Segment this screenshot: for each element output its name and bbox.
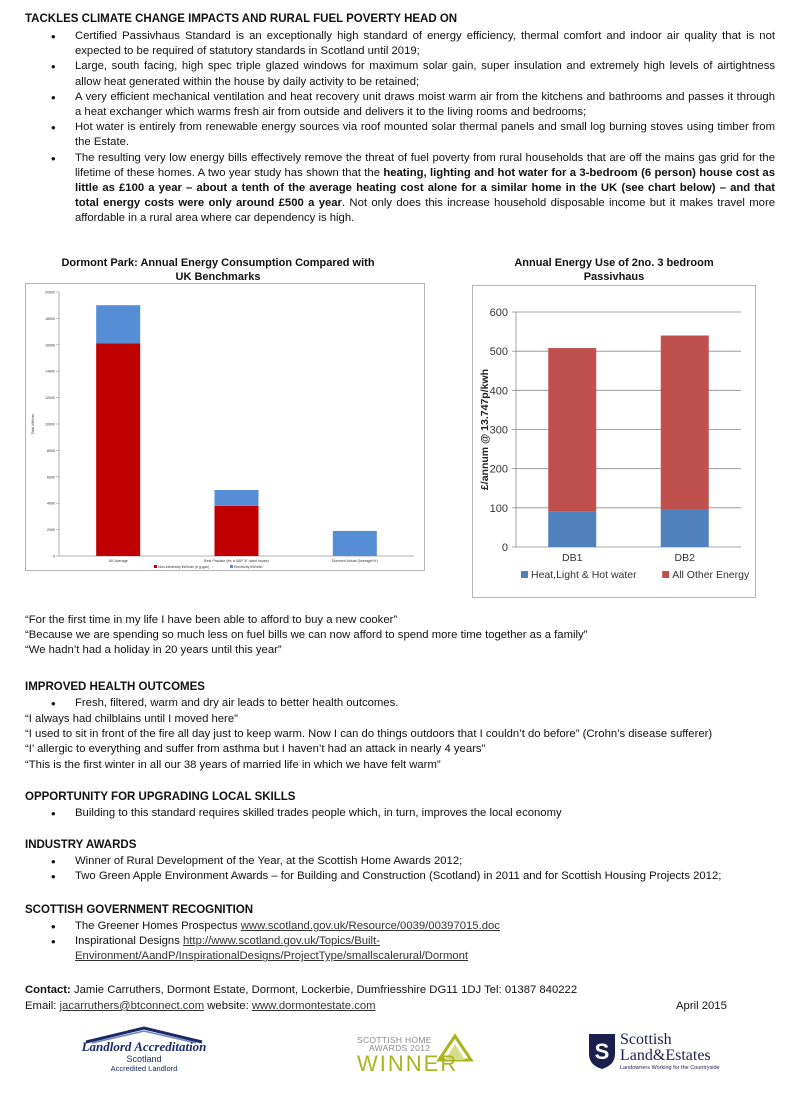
bullet5-part1: The resulting very low energy bills effectively remove the threat of fuel poverty from rural households that are off the mains gas grid for the lifetime of these homes. A two year study has shown that the [75, 151, 775, 179]
list-item: • A very efficient mechanical ventilation and heat recovery unit draws moist warm air from the kitchens and bathrooms and passes it through a heat exchanger which warms fresh air from outside and delivers it to the living rooms and bedrooms; [0, 90, 775, 120]
chart2-bar-all-other-energy [661, 336, 709, 510]
chart2-bar-heat-light-hot-water [548, 512, 596, 547]
landlord-logo-line2: Scotland [126, 1054, 162, 1064]
email-link[interactable]: jacarruthers@btconnect.com [59, 1000, 205, 1012]
chart2-y-tick-label: 300 [489, 424, 508, 437]
chart1-legend-label: Non-electricity kWh/an (e.g.gas) [158, 565, 210, 569]
list-item [0, 151, 775, 227]
chart1-bar-non-electricity [96, 343, 140, 556]
greener-homes-link[interactable]: www.scotland.gov.uk/Resource/0039/00397015.doc [240, 920, 500, 932]
chart1-svg [26, 284, 424, 570]
chart1-legend-swatch [154, 565, 157, 568]
chart2-svg [473, 286, 755, 597]
bullet5-bold: heating, lighting and hot water for a 3-bedroom (6 person) house cost as little as £100 a year – about a tenth of the average heating cost alone for a similar home in the UK (see chart below) – and that total energy costs were only around £500 a year [75, 166, 775, 210]
award-logo-line2: AWARDS 2012 [369, 1043, 431, 1053]
chart2-x-tick-label: DB2 [674, 552, 695, 564]
climate-bullet-list [0, 29, 775, 227]
chart2-y-axis-label: £/annum @ 13.747p/kwh [479, 368, 491, 491]
chart2-y-tick-label: 600 [489, 307, 508, 319]
chart1-y-tick-label: 8000 [47, 448, 55, 453]
chart2-y-tick-label: 500 [489, 346, 508, 359]
sle-logo-line2: Land&Estates [620, 1047, 711, 1064]
chart2-y-tick-label: 0 [501, 542, 508, 554]
chart2-legend-swatch [521, 571, 528, 578]
section-heading-govt: SCOTTISH GOVERNMENT RECOGNITION [25, 904, 254, 916]
chart1-bar-electricity [333, 531, 377, 556]
chart1-title: Dormont Park: Annual Energy Consumption Compared with UK Benchmarks [61, 257, 375, 283]
chart1-frame [25, 283, 425, 571]
chart1-x-tick-label: Dormont Actual (Average/Yr) [331, 559, 378, 563]
chart1-legend-label: Electricity kWh/an [234, 565, 263, 569]
chart1-y-tick-label: 12000 [45, 396, 55, 401]
quote-line: “Because we are spending so much less on fuel bills we can now afford to spend more time together as a family” [25, 629, 588, 642]
chart1-y-tick-label: 2000 [47, 528, 55, 533]
award-logo-line3: WINNER [357, 1051, 459, 1076]
chart1-x-tick-label: Best Practice (for a SAP 'A' rated house) [204, 559, 269, 563]
chart2-bar-heat-light-hot-water [661, 509, 709, 547]
quote-line: “I always had chilblains until I moved here” [25, 713, 238, 725]
chart2-y-tick-label: 200 [489, 463, 508, 476]
contact-label: Contact: [25, 984, 71, 996]
chart2-y-tick-label: 100 [489, 502, 508, 515]
contact-text: Jamie Carruthers, Dormont Estate, Dormont, Lockerbie, Dumfriesshire DG11 1DJ Tel: 01387 840222 [70, 984, 578, 996]
list-item: • Fresh, filtered, warm and dry air leads to better health outcomes. [0, 696, 775, 711]
sle-logo-line3: Landowners Working for the Countryside [620, 1065, 720, 1071]
inspirational-designs-link[interactable]: http://www.scotland.gov.uk/Topics/Built- [183, 935, 380, 948]
quote-line: “This is the first winter in all our 38 years of married life in which we have felt warm” [25, 758, 441, 771]
govt-bullet-list [0, 919, 775, 965]
svg-text:S: S [594, 1039, 610, 1064]
section-heading-skills: OPPORTUNITY FOR UPGRADING LOCAL SKILLS [25, 791, 296, 803]
chart1-y-tick-label: 6000 [47, 475, 55, 480]
health-bullet-list [0, 696, 775, 711]
email-line [25, 999, 376, 1014]
chart1-x-tick-label: UK Average [108, 559, 128, 563]
sle-logo-line1: Scottish [620, 1031, 672, 1048]
sle-emblem-icon [587, 1032, 617, 1070]
chart2-y-tick-label: 400 [489, 385, 508, 398]
list-item [0, 919, 775, 934]
list-item: • Winner of Rural Development of the Year, at the Scottish Home Awards 2012; [0, 854, 775, 869]
section-heading-climate: TACKLES CLIMATE CHANGE IMPACTS AND RURAL FUEL POVERTY HEAD ON [25, 13, 458, 25]
email-label: Email: [25, 1000, 60, 1012]
chart1-bar-non-electricity [215, 506, 259, 556]
chart2-legend-swatch [662, 571, 669, 578]
chart1-y-tick-label: 10000 [45, 422, 55, 427]
chart2-legend-label: All Other Energy [672, 569, 750, 581]
chart2-legend-label: Heat,Light & Hot water [531, 569, 637, 581]
govt-item1-text: The Greener Homes Prospectus [75, 920, 241, 932]
chart1-y-tick-label: 16000 [45, 343, 55, 348]
bullet5-part2: . Not only does this increase household disposable income but it makes travel more affordable in a rural area where car dependency is high. [75, 197, 775, 225]
landlord-accreditation-logo [80, 1026, 208, 1076]
award-logo-line1: SCOTTISH HOME [357, 1035, 432, 1045]
section-heading-health: IMPROVED HEALTH OUTCOMES [25, 681, 205, 693]
awards-bullet-list [0, 854, 775, 884]
scottish-home-awards-logo [355, 1030, 480, 1076]
landlord-logo-line1: Landlord Accreditation [81, 1039, 207, 1054]
quote-line: “I’ allergic to everything and suffer from asthma but I haven’t had an attack in nearly 4 years” [25, 743, 486, 756]
quote-line: “I used to sit in front of the fire all day just to keep warm. Now I can do things outdoors that I couldn’t do before” (Crohn’s disease sufferer) [25, 728, 713, 741]
list-item: • Two Green Apple Environment Awards – for Building and Construction (Scotland) in 2011 and for Scottish Housing Projects 2012; [0, 869, 775, 884]
chart1-y-axis-label: Total kWh/an [31, 413, 35, 435]
chart1-y-tick-label: 14000 [45, 369, 55, 374]
chart1-bar-electricity [96, 305, 140, 343]
chart1-bar-electricity [215, 490, 259, 506]
website-label: website: [204, 1000, 252, 1012]
document-date: April 2015 [676, 1000, 727, 1012]
list-item: • Certified Passivhaus Standard is an exceptionally high standard of energy efficiency, thermal comfort and indoor air quality that is not expected to be required of statutory standards in Scotland until 2019; [0, 29, 775, 59]
landlord-logo-line3: Accredited Landlord [110, 1064, 178, 1073]
chart2-title: Annual Energy Use of 2no. 3 bedroom Passivhaus [514, 257, 714, 283]
list-item: • Hot water is entirely from renewable energy sources via roof mounted solar thermal panels and small log burning stoves using timber from the Estate. [0, 120, 775, 150]
skills-bullet-list [0, 806, 775, 821]
list-item: • Large, south facing, high spec triple glazed windows for maximum solar gain, super insulation and extremely high levels of airtightness allow heat generated within the house by daily activity to be retained; [0, 59, 775, 89]
chart2-bar-all-other-energy [548, 348, 596, 512]
chart1-y-tick-label: 20000 [45, 290, 55, 295]
list-item [0, 934, 775, 964]
contact-line [25, 983, 577, 998]
list-item: • Building to this standard requires skilled trades people which, in turn, improves the local economy [0, 806, 775, 821]
govt-item2-text: Inspirational Designs [75, 935, 184, 948]
scottish-land-estates-logo [587, 1032, 747, 1076]
chart1-legend-swatch [230, 565, 233, 568]
chart1-y-tick-label: 4000 [47, 501, 55, 506]
chart1-y-tick-label: 0 [53, 554, 55, 559]
quote-line: “For the first time in my life I have been able to afford to buy a new cooker” [25, 614, 398, 626]
resident-quotes [25, 613, 587, 659]
chart2-frame [472, 285, 756, 598]
inspirational-designs-link-cont[interactable]: Environment/AandP/InspirationalDesigns/ProjectType/smallscalerural/Dormont [75, 950, 469, 963]
health-quotes [25, 712, 712, 773]
quote-line: “We hadn’t had a holiday in 20 years until this year” [25, 644, 282, 657]
section-heading-awards: INDUSTRY AWARDS [25, 839, 137, 851]
chart2-x-tick-label: DB1 [562, 552, 583, 564]
website-link[interactable]: www.dormontestate.com [251, 1000, 376, 1012]
chart1-y-tick-label: 18000 [45, 316, 55, 321]
